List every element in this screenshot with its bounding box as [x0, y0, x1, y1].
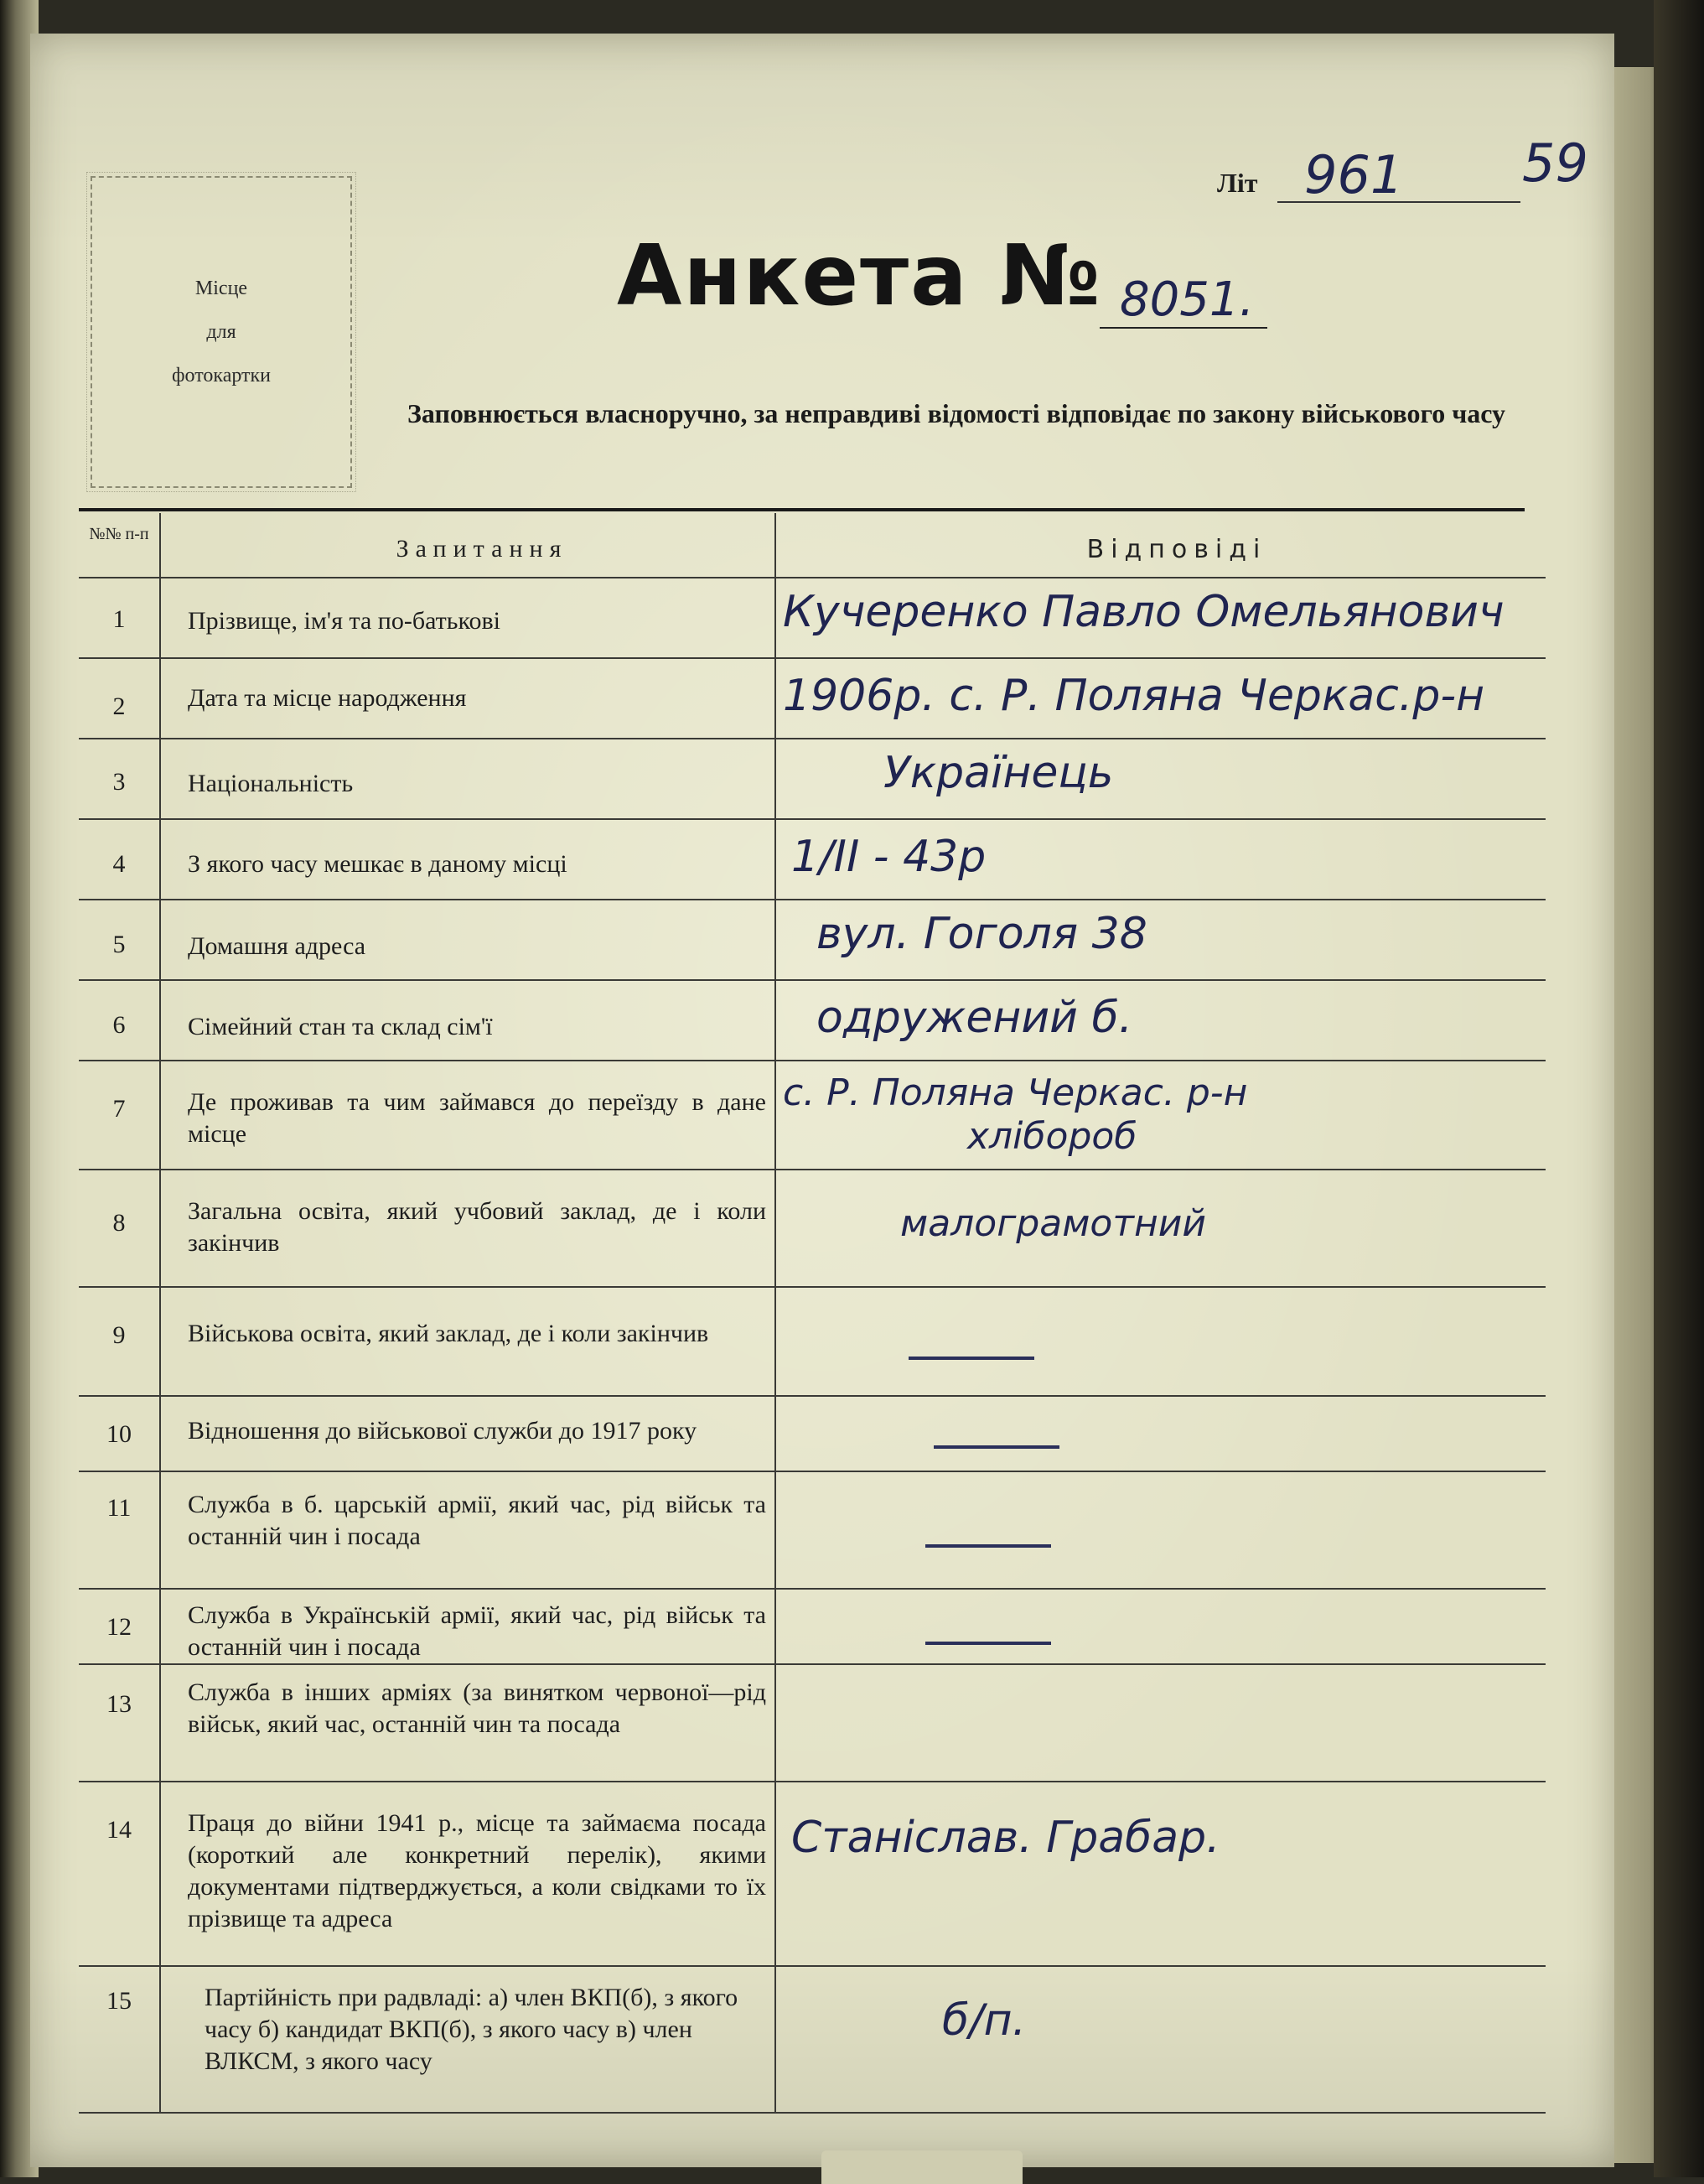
table-row [79, 659, 1546, 739]
lit-extra-number: 59 [1522, 132, 1588, 194]
header-rule [79, 508, 1525, 511]
table-row [79, 981, 1546, 1061]
row-number: 2 [112, 693, 126, 720]
row-answer: 1906р. с. Р. Поляна Черкас.р-н [783, 671, 1485, 721]
photo-placeholder [91, 176, 352, 488]
questionnaire-page [30, 34, 1614, 2167]
row-number: 9 [112, 1321, 126, 1349]
row-number: 6 [112, 1011, 126, 1039]
row-number: 3 [112, 768, 126, 796]
row-number: 5 [112, 931, 126, 958]
row-number: 11 [106, 1494, 132, 1522]
row-number: 7 [112, 1095, 126, 1123]
row-number: 8 [112, 1209, 126, 1237]
page-title: Анкета № [617, 226, 1102, 324]
row-question: Сімейний стан та склад сім'ї [188, 1013, 493, 1040]
photo-label-line1: Місце [194, 278, 248, 299]
table-row [79, 578, 1546, 659]
row-answer: Кучеренко Павло Омельянович [783, 587, 1505, 637]
subtitle: Заповнюється власноручно, за неправдиві відомості відповідає по закону військового часу [407, 398, 1506, 428]
row-number: 1 [112, 605, 126, 633]
table-row [79, 1782, 1546, 1967]
header-answer: Відповіді [1086, 535, 1267, 564]
row-answer: малограмотний [900, 1202, 1206, 1245]
row-number: 10 [106, 1420, 132, 1448]
row-number: 4 [112, 850, 126, 878]
row-question: Праця до війни 1941 р., місце та займаєма посада (короткий але конкретний перелік), якими документами підтверджується, а коли свідками то їх прізвище та адреса [188, 1809, 766, 1932]
column-divider-question [774, 513, 776, 2114]
table-row [79, 820, 1546, 900]
row-answer: Українець [883, 748, 1114, 798]
row-answer-dash [925, 1509, 1051, 1559]
row-answer: 1/II - 43р [791, 832, 987, 882]
page-shadow-edge [1654, 0, 1704, 2177]
row-answer: одружений б. [816, 993, 1133, 1043]
table-row [79, 900, 1546, 981]
row-number: 14 [106, 1816, 132, 1844]
row-question: Дата та місце народження [188, 684, 467, 712]
lit-label: Літ [1217, 168, 1258, 198]
table-row [79, 1288, 1546, 1397]
row-answer: с. Р. Поляна Черкас. р-н [783, 1071, 1248, 1114]
table-header-row [79, 513, 1546, 578]
row-question: Прізвище, ім'я та по-батькові [188, 607, 500, 635]
row-number: 12 [106, 1613, 132, 1641]
row-number: 15 [106, 1987, 132, 2015]
header-question: Запитання [396, 535, 568, 563]
table-row [79, 1397, 1546, 1472]
page-tab [821, 2150, 1023, 2184]
row-number: 13 [106, 1690, 132, 1718]
table-row [79, 1170, 1546, 1288]
row-answer-dash [934, 1410, 1059, 1460]
row-question: Національність [188, 770, 354, 797]
row-question: Загальна освіта, який учбовий заклад, де і коли закінчив [188, 1197, 766, 1257]
photo-label-line3: фотокартки [171, 365, 272, 386]
table-row [79, 1472, 1546, 1590]
row-answer: б/п. [942, 1995, 1027, 2046]
row-answer-dash [925, 1606, 1051, 1657]
row-question: Де проживав та чим займався до переїзду в дане місце [188, 1088, 766, 1148]
row-question: Служба в Українській армії, який час, рід військ та останній чин і посада [188, 1601, 766, 1661]
row-answer: Станіслав. Грабар. [791, 1813, 1220, 1863]
row-question: Служба в інших арміях (за винятком червоної—рід військ, який час, останній чин та посада [188, 1678, 766, 1738]
table-row [79, 1590, 1546, 1665]
table-row [79, 1665, 1546, 1782]
row-question: Військова освіта, який заклад, де і коли закінчив [188, 1320, 709, 1347]
anketa-number-underline [1100, 327, 1267, 329]
row-question: З якого часу мешкає в даному місці [188, 850, 567, 878]
row-question: Домашня адреса [188, 932, 366, 960]
table-row [79, 1967, 1546, 2114]
row-answer-line2: хлібороб [967, 1115, 1137, 1158]
column-divider-num [159, 513, 161, 2114]
anketa-number: 8051. [1120, 272, 1255, 327]
row-answer-dash [909, 1321, 1034, 1372]
questionnaire-table [79, 513, 1546, 2127]
photo-label-line2: для [206, 321, 236, 343]
row-question: Відношення до військової служби до 1917 року [188, 1417, 697, 1445]
header-num: №№ п-п [89, 525, 149, 543]
lit-value: 961 [1304, 144, 1404, 205]
row-answer: вул. Гоголя 38 [816, 909, 1147, 959]
row-question: Служба в б. царській армії, який час, рід військ та останній чин і посада [188, 1491, 766, 1550]
table-row [79, 1061, 1546, 1170]
row-question: Партійність при радвладі: а) член ВКП(б), з якого часу б) кандидат ВКП(б), з якого часу в) член ВЛКСМ, з якого часу [205, 1984, 738, 2075]
table-row [79, 739, 1546, 820]
